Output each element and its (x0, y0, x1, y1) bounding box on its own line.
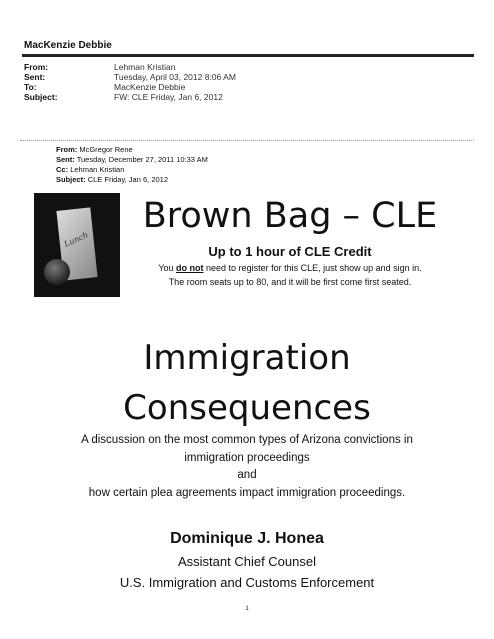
description-line-1: A discussion on the most common types of Arizona convictions in (81, 434, 413, 446)
sent-value: Tuesday, April 03, 2012 8:06 AM (114, 72, 236, 82)
speaker-title: Assistant Chief Counsel (177, 554, 316, 569)
headline-line-2: Consequences (123, 388, 371, 428)
fw-from (56, 145, 133, 154)
subject-value: FW: CLE Friday, Jan 6, 2012 (114, 92, 223, 102)
fw-from-label: From: (56, 145, 78, 154)
seating-note: The room seats up to 80, and it will be first come first seated. (168, 277, 412, 287)
header-rule (22, 54, 474, 57)
from-value: Lehman Kristian (114, 62, 176, 72)
bag-label: Lunch (62, 230, 90, 249)
fw-subject-value: CLE Friday, Jan 6, 2012 (87, 175, 169, 184)
fw-sent-value: Tuesday, December 27, 2011 10:33 AM (76, 155, 208, 164)
description-line-2: immigration proceedings (184, 452, 310, 464)
speaker-name: Dominique J. Honea (170, 530, 324, 547)
flyer-title: Brown Bag – CLE (142, 196, 438, 236)
flyer-subtitle: Up to 1 hour of CLE Credit (208, 244, 372, 259)
fw-from-value: McGregor Rene (79, 145, 133, 154)
fw-sent (56, 155, 208, 164)
subject-label: Subject: (24, 92, 58, 102)
description-line-4: how certain plea agreements impact immigration proceedings. (88, 487, 406, 499)
fw-cc-label: Cc: (56, 165, 69, 174)
fw-cc (56, 165, 124, 174)
from-label: From: (24, 62, 49, 72)
forward-divider (20, 140, 474, 141)
register-note-start: You (158, 263, 177, 273)
mailbox-owner: MacKenzie Debbie (24, 40, 112, 51)
fw-sent-label: Sent: (56, 155, 75, 164)
to-label: To: (24, 82, 37, 92)
fw-subject (56, 175, 168, 184)
fw-subject-label: Subject: (56, 175, 86, 184)
to-value: MacKenzie Debbie (114, 82, 186, 92)
headline-line-1: Immigration (143, 338, 351, 378)
description-line-3: and (237, 469, 257, 481)
fw-cc-value: Lehman Kristian (70, 165, 125, 174)
sent-label: Sent: (24, 72, 46, 82)
speaker-organization: U.S. Immigration and Customs Enforcement (119, 575, 375, 590)
apple (44, 259, 70, 285)
register-note (100, 263, 480, 273)
page-number: 1 (245, 606, 249, 612)
register-note-emphasis: do not (176, 263, 204, 273)
register-note-end: need to register for this CLE, just show up and sign in. (203, 263, 422, 273)
